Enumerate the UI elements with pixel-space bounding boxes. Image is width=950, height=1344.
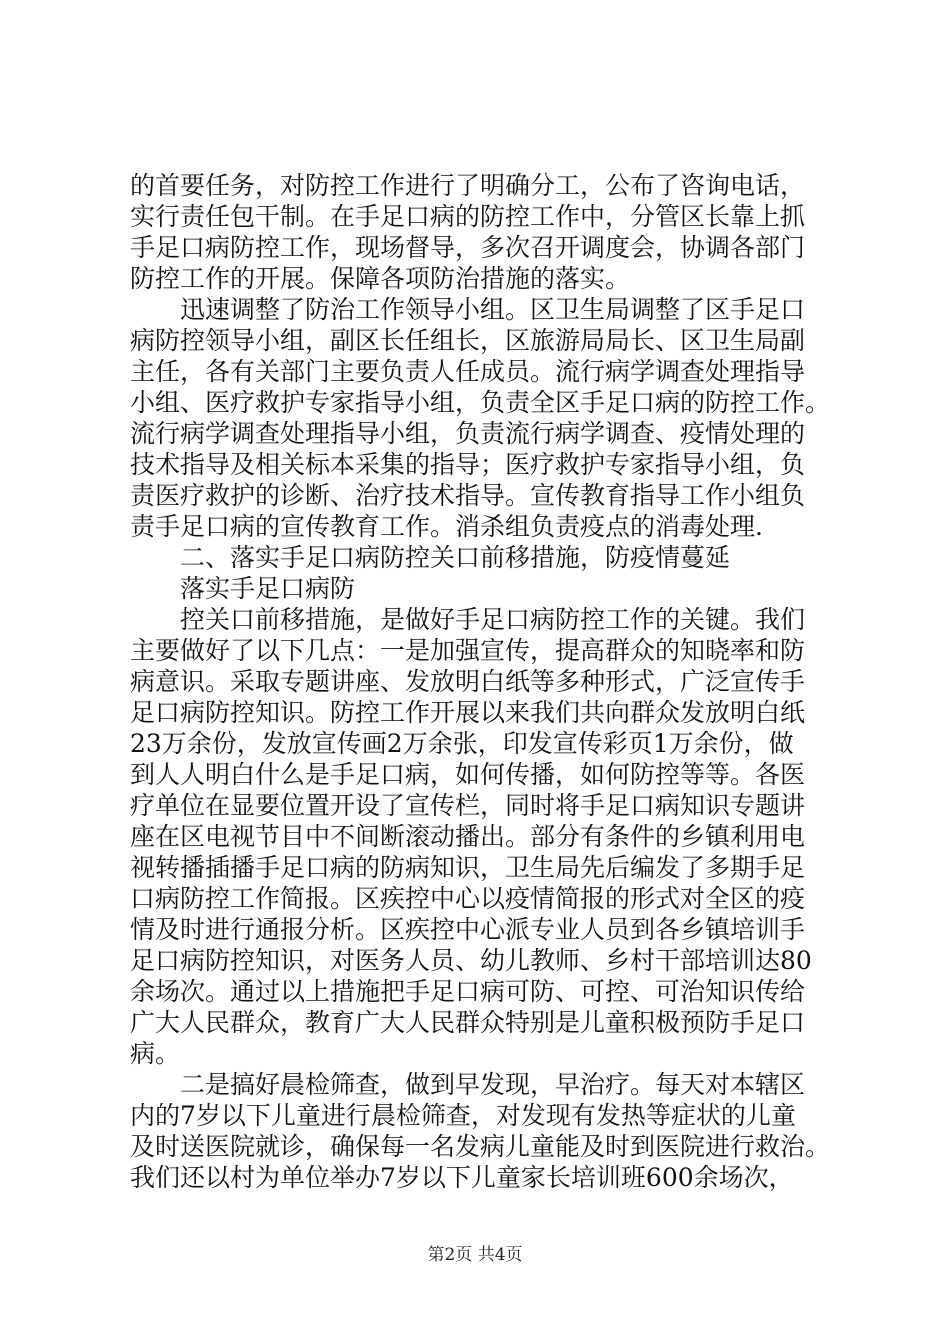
text-line: 的首要任务，对防控工作进行了明确分工，公布了咨询电话， [130,171,806,200]
text-line: 情及时进行通报分析。区疾控中心派专业人员到各乡镇培训手 [130,915,806,944]
text-line: 责医疗救护的诊断、治疗技术指导。宣传教育指导工作小组负 [130,481,806,510]
text-line: 及时送医院就诊，确保每一名发病儿童能及时到医院进行救治。 [130,1132,831,1161]
text-line: 病防控领导小组，副区长任组长，区旅游局局长、区卫生局副 [130,326,806,355]
text-line: 座在区电视节目中不间断滚动播出。部分有条件的乡镇利用电 [130,822,806,851]
text-line: 余场次。通过以上措施把手足口病可防、可控、可治知识传给 [130,977,806,1006]
text-line: 病。 [130,1039,181,1068]
text-line: 小组、医疗救护专家指导小组，负责全区手足口病的防控工作。 [130,388,831,417]
text-line: 足口病防控知识。防控工作开展以来我们共向群众发放明白纸 [130,698,806,727]
text-line: 到人人明白什么是手足口病，如何传播，如何防控等等。各医 [130,760,806,789]
page-footer: 第2页 共4页 [427,1245,523,1265]
text-line: 视转播插播手足口病的防病知识，卫生局先后编发了多期手足 [130,853,806,882]
text-line: 主要做好了以下几点：一是加强宣传，提高群众的知晓率和防 [130,636,806,665]
text-line: 手足口病防控工作，现场督导，多次召开调度会，协调各部门 [130,233,806,262]
text-line: 责手足口病的宣传教育工作。消杀组负责疫点的消毒处理. [130,512,763,541]
text-line: 广大人民群众，教育广大人民群众特别是儿童积极预防手足口 [130,1008,806,1037]
text-line: 病意识。采取专题讲座、发放明白纸等多种形式，广泛宣传手 [130,667,806,696]
text-line: 口病防控工作简报。区疾控中心以疫情简报的形式对全区的疫 [130,884,806,913]
text-line: 迅速调整了防治工作领导小组。区卫生局调整了区手足口 [180,295,806,324]
text-line: 主任，各有关部门主要负责人任成员。流行病学调查处理指导 [130,357,806,386]
text-line: 我们还以村为单位举办7岁以下儿童家长培训班600余场次， [130,1163,794,1192]
text-line: 23万余份，发放宣传画2万余张，印发宣传彩页1万余份，做 [130,729,794,758]
text-line: 足口病防控知识，对医务人员、幼儿教师、乡村干部培训达80 [130,946,812,975]
text-line: 二是搞好晨检筛查，做到早发现，早治疗。每天对本辖区 [180,1070,806,1099]
text-line: 疗单位在显要位置开设了宣传栏，同时将手足口病知识专题讲 [130,791,806,820]
text-line: 内的7岁以下儿童进行晨检筛查，对发现有发热等症状的儿童 [130,1101,796,1130]
text-line: 实行责任包干制。在手足口病的防控工作中，分管区长靠上抓 [130,202,806,231]
text-line: 防控工作的开展。保障各项防治措施的落实。 [130,264,631,293]
text-line: 二、落实手足口病防控关口前移措施，防疫情蔓延 [180,543,731,572]
text-line: 技术指导及相关标本采集的指导；医疗救护专家指导小组，负 [130,450,806,479]
document-body [130,170,830,1193]
text-line: 流行病学调查处理指导小组，负责流行病学调查、疫情处理的 [130,419,806,448]
text-line: 控关口前移措施，是做好手足口病防控工作的关键。我们 [180,605,806,634]
text-line: 落实手足口病防 [180,574,356,603]
